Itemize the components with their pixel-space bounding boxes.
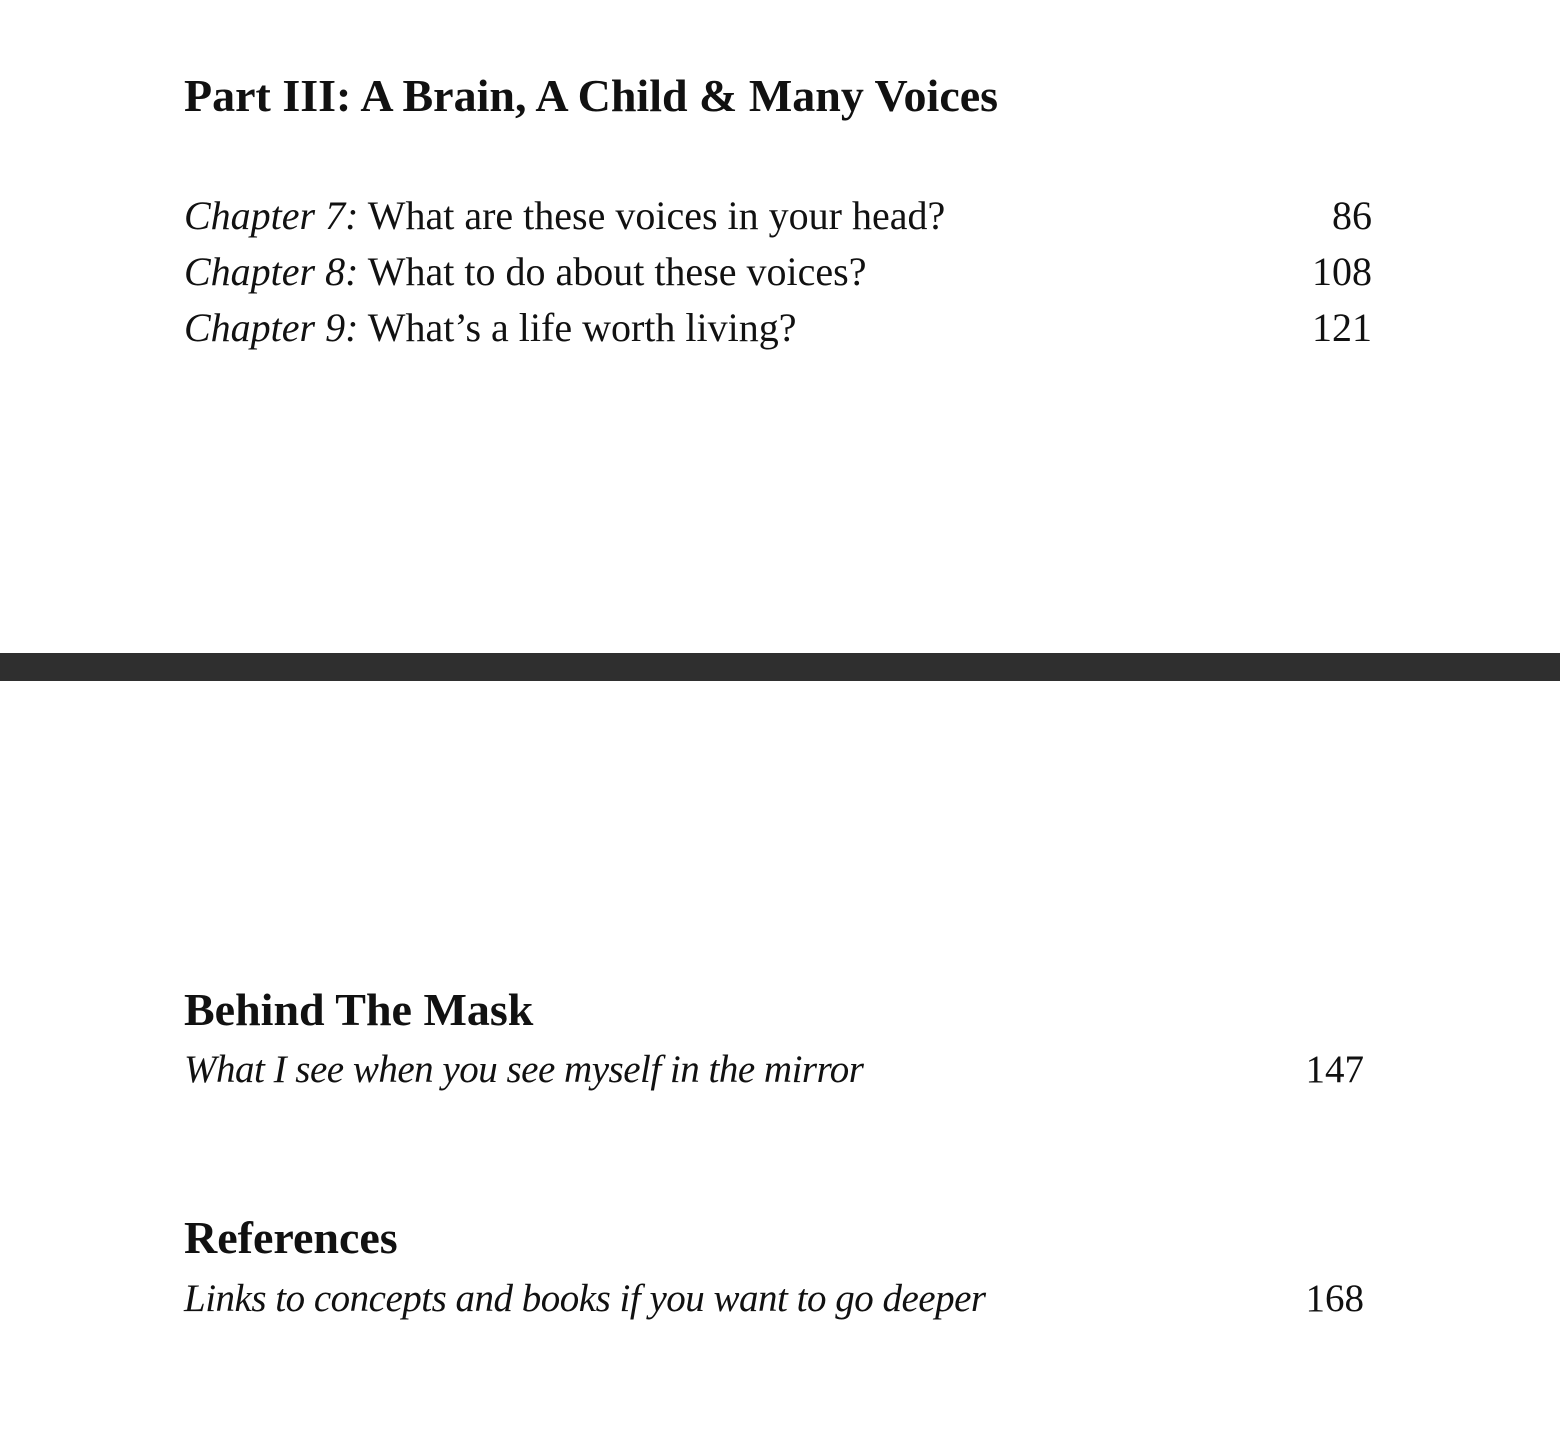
- part-title: Part III: A Brain, A Child & Many Voices: [184, 70, 999, 121]
- chapter-title: What’s a life worth living?: [367, 305, 797, 350]
- chapter-page-number: 121: [1312, 305, 1372, 350]
- toc-entry-chapter-7[interactable]: [184, 190, 1372, 242]
- section-subtitle: Links to concepts and books if you want to go deeper: [184, 1277, 986, 1320]
- section-page-number: 147: [1305, 1048, 1364, 1091]
- toc-page-bottom: [0, 681, 1560, 1446]
- toc-page-top: [0, 0, 1560, 653]
- section-subtitle: What I see when you see myself in the mirror: [184, 1048, 864, 1091]
- section-title-references: References: [184, 1212, 398, 1263]
- chapter-page-number: 108: [1312, 249, 1372, 294]
- toc-entry-chapter-9[interactable]: [184, 302, 1372, 354]
- page-divider: [0, 653, 1560, 681]
- section-page-number: 168: [1305, 1277, 1364, 1320]
- toc-entry-references[interactable]: [184, 1273, 1364, 1325]
- section-title-behind-the-mask: Behind The Mask: [184, 984, 534, 1035]
- chapter-page-number: 86: [1332, 193, 1372, 238]
- chapter-title: What are these voices in your head?: [367, 193, 946, 238]
- chapter-title: What to do about these voices?: [367, 249, 867, 294]
- chapter-label: Chapter 8:: [184, 249, 359, 294]
- chapter-label: Chapter 7:: [184, 193, 359, 238]
- toc-entry-chapter-8[interactable]: [184, 246, 1372, 298]
- toc-entry-behind-the-mask[interactable]: [184, 1044, 1364, 1096]
- chapter-label: Chapter 9:: [184, 305, 359, 350]
